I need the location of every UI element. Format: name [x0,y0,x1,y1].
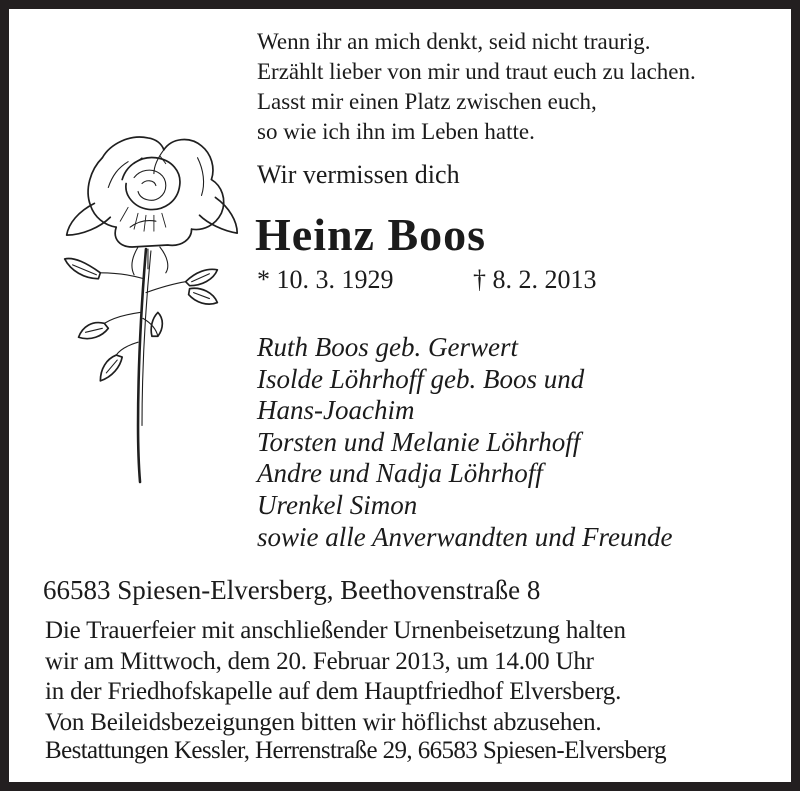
address-line: 66583 Spiesen-Elversberg, Beethovenstraße 8 [43,575,541,605]
funeral-home-line: Bestattungen Kessler, Herrenstraße 29, 66583 Spiesen-Elversberg [45,737,666,764]
mourner-line: Ruth Boos geb. Gerwert [257,332,518,362]
funeral-details-block [45,616,626,738]
deceased-name: Heinz Boos [255,209,487,260]
mourner-line: Andre und Nadja Löhrhoff [257,458,543,489]
life-dates [257,263,597,297]
rose-icon [38,128,248,485]
poem-line: Wenn ihr an mich denkt, seid nicht traurig. [257,29,651,54]
poem-block [257,27,696,147]
intro-line: Wir vermissen dich [257,160,460,189]
rose-sketch-illustration [38,128,248,485]
mourner-line: sowie alle Anverwandten und Freunde [257,521,673,552]
funeral-line: in der Friedhofskapelle auf dem Hauptfriedhof Elversberg. [45,678,622,706]
mourner-line: Isolde Löhrhoff geb. Boos und [257,363,585,394]
funeral-line: Von Beileidsbezeigungen bitten wir höflichst abzusehen. [45,708,602,736]
mourner-line: Hans-Joachim [257,395,415,426]
poem-line: Erzählt lieber von mir und traut euch zu lachen. [257,59,696,84]
poem-line: so wie ich ihn im Leben hatte. [257,119,535,144]
birth-date: * 10. 3. 1929 [257,265,394,294]
funeral-line: Die Trauerfeier mit anschließender Urnenbeisetzung halten [45,617,626,644]
mourner-line: Urenkel Simon [257,489,418,520]
mourner-line: Torsten und Melanie Löhrhoff [257,426,581,457]
poem-line: Lasst mir einen Platz zwischen euch, [257,89,597,114]
funeral-line: wir am Mittwoch, dem 20. Februar 2013, um 14.00 Uhr [45,647,594,675]
death-date: † 8. 2. 2013 [473,265,597,294]
mourners-block [257,332,672,553]
